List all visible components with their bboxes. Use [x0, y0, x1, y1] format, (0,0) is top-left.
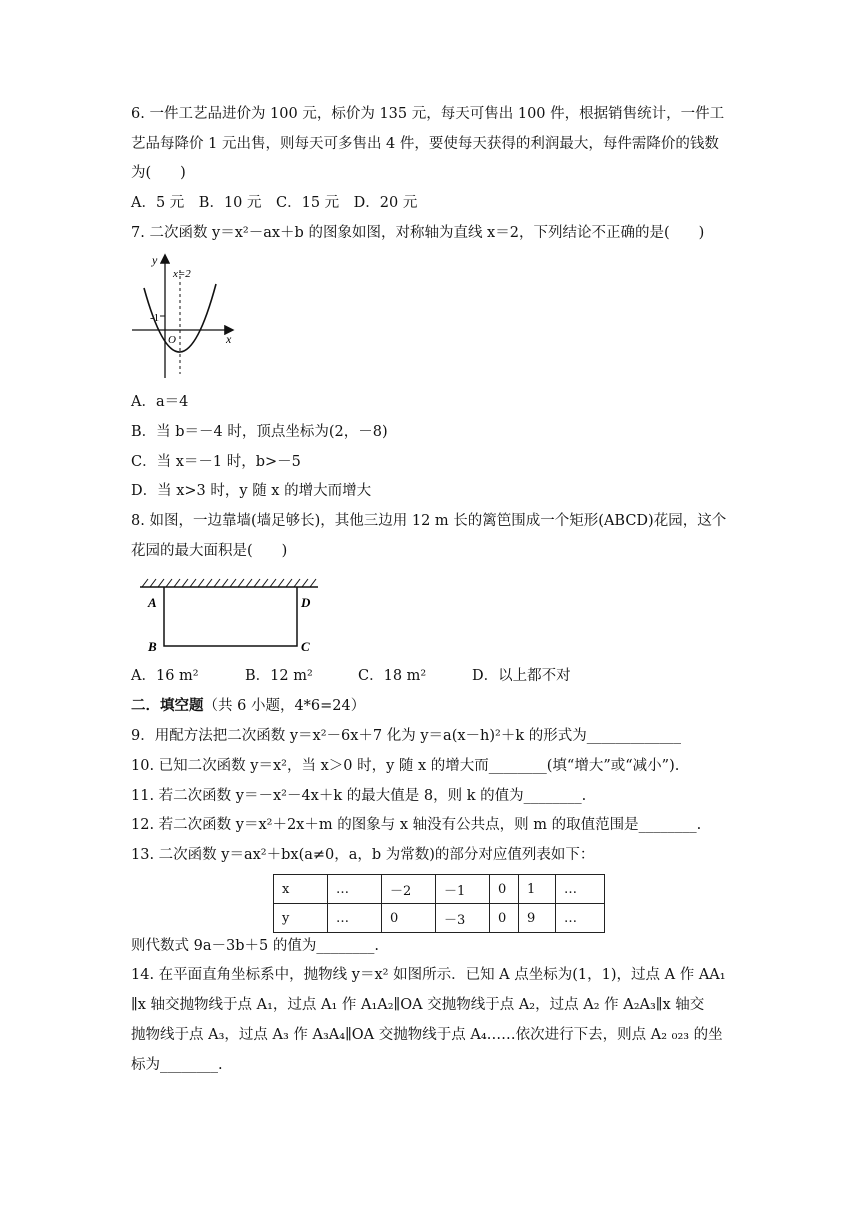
- table-cell: 9: [519, 904, 556, 933]
- q6-line1: 6. 一件工艺品进价为 100 元，标价为 135 元，每天可售出 100 件，根据销售统计，一件工: [131, 106, 725, 122]
- q14-line4: 标为________.: [131, 1057, 223, 1073]
- q8-option-d: D．以上都不对: [472, 668, 571, 684]
- q11: 11. 若二次函数 y＝－x²－4x＋k 的最大值是 8，则 k 的值为________.: [131, 788, 587, 804]
- wall-hatching: [142, 579, 316, 587]
- fence-rectangle: [164, 587, 297, 646]
- section2-title: 二．填空题: [131, 697, 204, 714]
- q14-line1: 14. 在平面直角坐标系中，抛物线 y＝x² 如图所示．已知 A 点坐标为(1，1)，过点 A 作 AA₁: [131, 967, 726, 983]
- symmetry-label: x=2: [173, 268, 191, 280]
- q7-stem: 7. 二次函数 y＝x²－ax＋b 的图象如图，对称轴为直线 x＝2，下列结论不正确的是( ): [131, 225, 705, 241]
- table-row: [274, 875, 605, 904]
- table-cell: 0: [382, 904, 436, 933]
- q7-option-a: A．a＝4: [131, 394, 189, 410]
- table-cell: －1: [436, 875, 490, 904]
- q13-value-table: [273, 874, 605, 933]
- table-row: [274, 904, 605, 933]
- table-cell: …: [556, 904, 605, 933]
- q6-options: A．5 元 B．10 元 C．15 元 D．20 元: [131, 195, 418, 211]
- q13-stem: 13. 二次函数 y＝ax²＋bx(a≠0，a，b 为常数)的部分对应值列表如下：: [131, 847, 595, 863]
- table-cell: x: [274, 875, 328, 904]
- q8-option-a: A．16 m²: [131, 668, 199, 684]
- table-cell: y: [274, 904, 328, 933]
- q10: 10. 已知二次函数 y＝x²，当 x＞0 时，y 随 x 的增大而________(填“增大”或“减小”).: [131, 758, 680, 774]
- q13-tail: 则代数式 9a－3b＋5 的值为________.: [131, 938, 379, 954]
- label-b: B: [148, 639, 157, 654]
- q7-option-c: C．当 x＝－1 时，b>－5: [131, 454, 301, 470]
- q8-line2: 花园的最大面积是( ): [131, 543, 288, 559]
- table-cell: －2: [382, 875, 436, 904]
- table-cell: …: [328, 875, 382, 904]
- table-cell: －3: [436, 904, 490, 933]
- x-axis-label: x: [226, 332, 232, 346]
- table-cell: 0: [490, 904, 519, 933]
- label-a: A: [148, 595, 157, 610]
- q6-line3: 为( ): [131, 165, 186, 181]
- q14-line3: 抛物线于点 A₃，过点 A₃ 作 A₃A₄∥OA 交抛物线于点 A₄……依次进行下去，则点 A₂ ₀₂₃ 的坐: [131, 1027, 723, 1043]
- q8-line1: 8. 如图，一边靠墙(墙足够长)，其他三边用 12 m 长的篱笆围成一个矩形(ABCD)花园，这个: [131, 513, 727, 529]
- q6-line2: 艺品每降价 1 元出售，则每天可多售出 4 件，要使每天获得的利润最大，每件需降价的钱数: [131, 136, 719, 152]
- q7-option-b: B．当 b＝－4 时，顶点坐标为(2，－8): [131, 424, 388, 440]
- q8-option-b: B．12 m²: [245, 668, 313, 684]
- table-cell: 1: [519, 875, 556, 904]
- q8-option-c: C．18 m²: [358, 668, 427, 684]
- q8-options: [131, 666, 571, 686]
- origin-label: O: [168, 334, 176, 346]
- q7-parabola-graph: [128, 250, 240, 380]
- table-cell: 0: [490, 875, 519, 904]
- y-axis-label: y: [152, 253, 158, 267]
- q9: 9．用配方法把二次函数 y＝x²－6x＋7 化为 y＝a(x－h)²＋k 的形式为_____________: [131, 728, 681, 744]
- table-cell: …: [556, 875, 605, 904]
- q8-rectangle-figure: [138, 575, 323, 659]
- label-c: C: [301, 639, 310, 654]
- label-d: D: [301, 595, 311, 610]
- tick-one-label: -1: [150, 312, 160, 324]
- q12: 12. 若二次函数 y＝x²＋2x＋m 的图象与 x 轴没有公共点，则 m 的取值范围是________.: [131, 817, 702, 833]
- q7-option-d: D．当 x>3 时，y 随 x 的增大而增大: [131, 483, 372, 499]
- section2-heading: [131, 696, 365, 716]
- table-cell: …: [328, 904, 382, 933]
- q14-line2: ∥x 轴交抛物线于点 A₁，过点 A₁ 作 A₁A₂∥OA 交抛物线于点 A₂，过点 A₂ 作 A₂A₃∥x 轴交: [131, 997, 705, 1013]
- section2-note: （共 6 小题，4*6=24）: [203, 698, 366, 714]
